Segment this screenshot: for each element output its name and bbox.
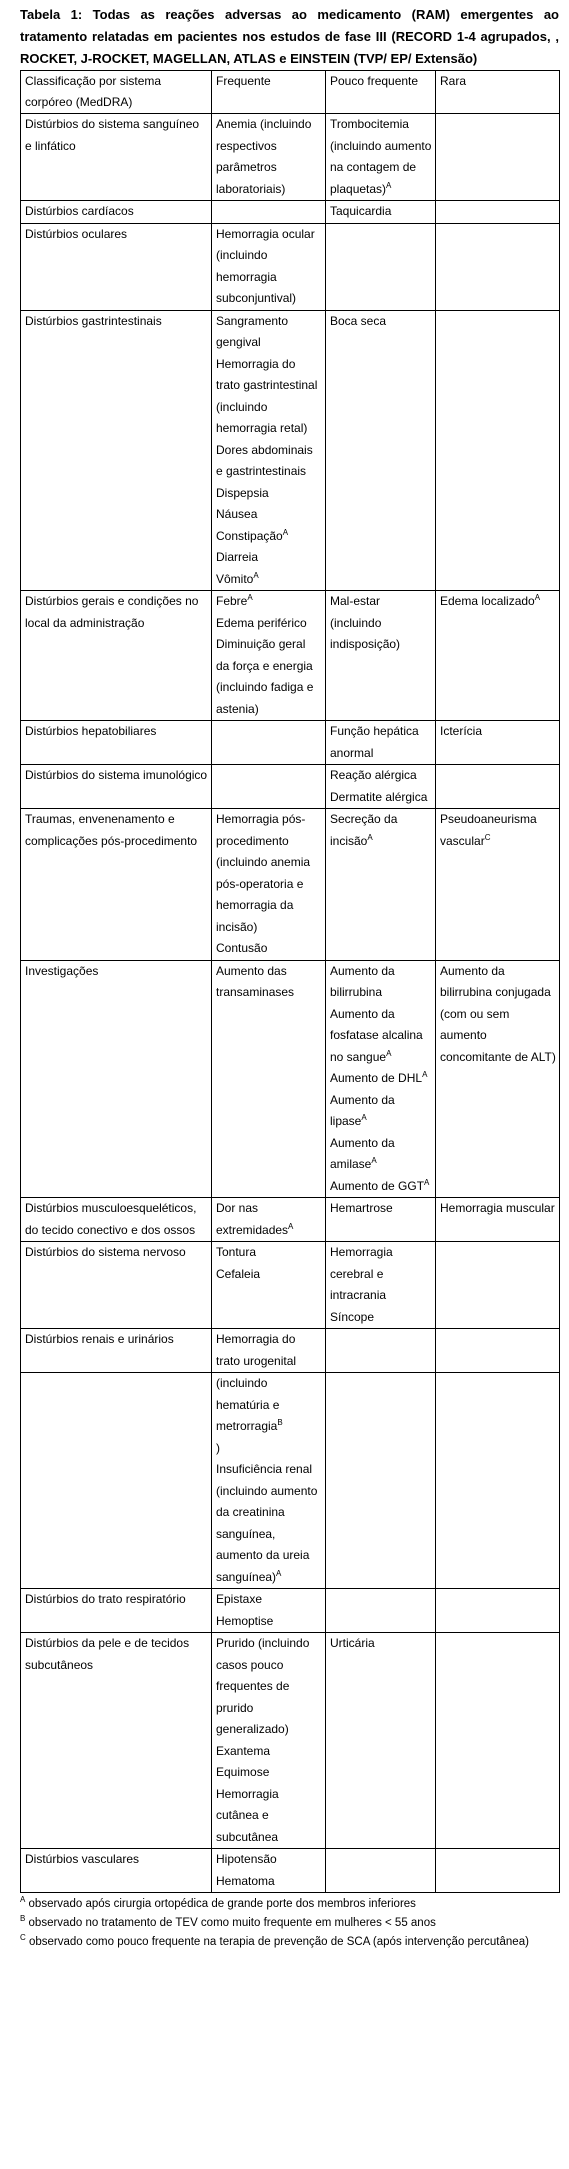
reaction-text: Anemia (incluindo respectivos parâmetros laboratoriais) — [216, 117, 312, 196]
footnote-mark: A — [20, 1895, 26, 1905]
reaction-item — [330, 961, 432, 1004]
table-row — [21, 1849, 560, 1893]
reaction-text: Hemorragia cerebral e intracrania — [330, 1245, 393, 1302]
footnote-mark: A — [361, 1113, 367, 1122]
reaction-item — [330, 1176, 432, 1198]
pouco-cell — [326, 809, 436, 961]
reaction-item — [440, 961, 556, 1069]
frequente-cell — [212, 201, 326, 224]
reaction-item — [216, 1242, 322, 1264]
pouco-cell — [326, 1242, 436, 1329]
reaction-item — [440, 1198, 556, 1220]
footnote-mark: A — [386, 180, 392, 190]
frequente-cell — [212, 1329, 326, 1373]
table-caption: Tabela 1: Todas as reações adversas ao medicamento (RAM) emergentes ao tratamento relatadas em pacientes nos estudos de fase III (RECORD 1-4 agrupados, , ROCKET, J-ROCKET, MAGELLAN, ATLAS e EINSTEIN (TVP/ EP/ Extensão) — [20, 7, 559, 66]
rara-cell — [436, 1242, 560, 1329]
frequente-cell — [212, 1242, 326, 1329]
system-cell: Distúrbios da pele e de tecidos subcutâneos — [21, 1633, 212, 1849]
rara-cell — [436, 1373, 560, 1589]
frequente-cell — [212, 1589, 326, 1633]
table-header-row — [21, 71, 560, 114]
reaction-text: Edema localizado — [440, 594, 535, 608]
reaction-item — [330, 1242, 432, 1307]
footnote-mark: B — [20, 1914, 26, 1924]
reaction-item — [216, 311, 322, 354]
reaction-text: Aumento da lipase — [330, 1092, 395, 1128]
reaction-text: Dermatite alérgica — [330, 789, 428, 804]
reaction-text: Hemorragia muscular — [440, 1201, 555, 1215]
table-row — [21, 201, 560, 224]
rara-cell — [436, 721, 560, 765]
footnote-mark: A — [367, 832, 373, 842]
reaction-item — [216, 1633, 322, 1741]
reaction-text: Edema periférico — [216, 615, 307, 630]
table-row — [21, 765, 560, 809]
reaction-text: Urticária — [330, 1636, 375, 1650]
reaction-item — [330, 1133, 432, 1176]
footnote-text: observado após cirurgia ortopédica de grande porte dos membros inferiores — [25, 1898, 416, 1910]
reaction-item — [216, 114, 322, 200]
table-row — [21, 1198, 560, 1242]
system-cell: Distúrbios gastrintestinais — [21, 310, 212, 591]
footnote-mark: A — [386, 1048, 392, 1058]
reaction-item — [216, 1198, 322, 1241]
pouco-cell — [326, 721, 436, 765]
reaction-item — [330, 311, 432, 333]
system-cell: Distúrbios cardíacos — [21, 201, 212, 224]
reaction-item — [330, 1090, 432, 1133]
footnote-mark: A — [253, 570, 259, 580]
footnote-mark: A — [371, 1156, 377, 1165]
reaction-text: Dor nas extremidades — [216, 1201, 289, 1237]
reaction-text: Hematoma — [216, 1873, 275, 1888]
pouco-cell — [326, 1198, 436, 1242]
reaction-item — [330, 787, 432, 809]
reaction-text: Hemartrose — [330, 1201, 393, 1215]
rara-cell — [436, 960, 560, 1198]
footnote-mark: C — [20, 1933, 26, 1943]
reaction-item — [330, 765, 432, 787]
reaction-item — [330, 1004, 432, 1069]
rara-cell — [436, 1329, 560, 1373]
footnote — [20, 1914, 559, 1933]
pouco-cell — [326, 1849, 436, 1893]
reaction-item — [330, 591, 432, 656]
reaction-item — [440, 809, 556, 852]
header-frequente: Frequente — [212, 71, 326, 114]
reaction-item — [216, 354, 322, 440]
reaction-item — [216, 504, 322, 526]
reaction-text: Dispepsia — [216, 485, 269, 500]
reaction-text: Secreção da incisão — [330, 812, 398, 848]
system-cell: Distúrbios do sistema sanguíneo e linfático — [21, 114, 212, 201]
reaction-item — [216, 938, 322, 960]
reaction-text: Diminuição geral da força e energia (incluindo fadiga e astenia) — [216, 637, 314, 716]
reaction-text: Pseudoaneurisma vascular — [440, 812, 537, 848]
footnote-mark: C — [484, 832, 491, 842]
adverse-reactions-table — [20, 70, 560, 1893]
reaction-text: Hemorragia ocular (incluindo hemorragia subconjuntival) — [216, 226, 315, 305]
reaction-item — [216, 1264, 322, 1286]
reaction-text: Aumento da amilase — [330, 1135, 395, 1171]
pouco-cell — [326, 1633, 436, 1849]
table-row — [21, 1242, 560, 1329]
reaction-text: Mal-estar (incluindo indisposição) — [330, 594, 401, 651]
reaction-text: Contusão — [216, 941, 268, 955]
reaction-item — [216, 1849, 322, 1871]
reaction-item — [216, 1871, 322, 1893]
header-pouco-frequente: Pouco frequente — [326, 71, 436, 114]
reaction-item — [216, 809, 322, 938]
system-cell: Distúrbios vasculares — [21, 1849, 212, 1893]
table-row — [21, 1373, 560, 1589]
footnote-mark: B — [277, 1418, 283, 1427]
reaction-text: Insuficiência renal (incluindo aumento da creatinina sanguínea, aumento da ureia sanguínea) — [216, 1462, 318, 1584]
reaction-item — [216, 526, 322, 548]
rara-cell — [436, 1589, 560, 1633]
reaction-item — [216, 1373, 322, 1438]
footnote — [20, 1933, 559, 1952]
pouco-cell — [326, 1329, 436, 1373]
reaction-text: Constipação — [216, 528, 283, 543]
footnote-text: observado como pouco frequente na terapia de prevenção de SCA (após intervenção percutânea) — [25, 1936, 529, 1948]
reaction-item — [216, 1762, 322, 1784]
reaction-item — [440, 721, 556, 743]
reaction-text: Equimose — [216, 1765, 270, 1779]
pouco-cell — [326, 1373, 436, 1589]
frequente-cell — [212, 591, 326, 721]
reaction-text: Náusea — [216, 507, 258, 521]
pouco-cell — [326, 1589, 436, 1633]
system-cell: Distúrbios musculoesqueléticos, do tecido conectivo e dos ossos — [21, 1198, 212, 1242]
reaction-text: Hemorragia do trato gastrintestinal (incluindo hemorragia retal) — [216, 356, 318, 435]
reaction-item — [330, 201, 432, 223]
reaction-text: Icterícia — [440, 724, 483, 738]
reaction-text: Trombocitemia (incluindo aumento na contagem de plaquetas) — [330, 117, 432, 196]
footnote — [20, 1895, 559, 1914]
reaction-text: Febre — [216, 594, 248, 608]
reaction-item — [216, 569, 322, 591]
footnote-mark: A — [422, 1070, 428, 1079]
table-row — [21, 591, 560, 721]
reaction-text: Hipotensão — [216, 1852, 277, 1866]
rara-cell — [436, 1198, 560, 1242]
reaction-text: Hemorragia do trato urogenital — [216, 1332, 297, 1368]
reaction-item — [216, 1438, 322, 1460]
pouco-cell — [326, 201, 436, 224]
reaction-item — [216, 547, 322, 569]
system-cell: Distúrbios renais e urinários — [21, 1329, 212, 1373]
system-cell: Distúrbios do sistema nervoso — [21, 1242, 212, 1329]
frequente-cell — [212, 310, 326, 591]
reaction-item — [216, 961, 322, 1004]
reaction-item — [330, 1068, 432, 1090]
rara-cell — [436, 1633, 560, 1849]
reaction-item — [216, 634, 322, 720]
reaction-item — [216, 591, 322, 613]
reaction-text: Aumento da bilirrubina conjugada (com ou sem aumento concomitante de ALT) — [440, 963, 556, 1064]
reaction-item — [216, 1611, 322, 1633]
footnote-mark: A — [424, 1177, 430, 1187]
reaction-text: Aumento das transaminases — [216, 963, 295, 999]
reaction-text: (incluindo hematúria e metrorragia — [216, 1376, 280, 1433]
reaction-text: Epistaxe — [216, 1592, 263, 1606]
rara-cell — [436, 1849, 560, 1893]
frequente-cell — [212, 114, 326, 201]
table-row — [21, 1633, 560, 1849]
reaction-item — [216, 613, 322, 635]
reaction-item — [216, 1741, 322, 1763]
table-row — [21, 310, 560, 591]
reaction-item — [216, 440, 322, 483]
reaction-text: Diarreia — [216, 550, 259, 564]
pouco-cell — [326, 310, 436, 591]
reaction-item — [216, 1329, 322, 1372]
reaction-item — [440, 591, 556, 613]
system-cell: Distúrbios oculares — [21, 223, 212, 310]
reaction-text: Hemoptise — [216, 1613, 274, 1628]
table-row — [21, 809, 560, 961]
reaction-text: Síncope — [330, 1309, 375, 1324]
pouco-cell — [326, 960, 436, 1198]
frequente-cell — [212, 1849, 326, 1893]
frequente-cell — [212, 960, 326, 1198]
reaction-item — [330, 114, 432, 200]
frequente-cell — [212, 721, 326, 765]
table-row — [21, 223, 560, 310]
reaction-item — [216, 1784, 322, 1849]
reaction-item — [330, 1307, 432, 1329]
frequente-cell — [212, 765, 326, 809]
footnote-mark: A — [288, 1221, 294, 1231]
header-system: Classificação por sistema corpóreo (MedDRA) — [21, 71, 212, 114]
system-cell — [21, 1373, 212, 1589]
pouco-cell — [326, 591, 436, 721]
reaction-item — [330, 809, 432, 852]
reaction-text: Tontura — [216, 1245, 257, 1259]
system-cell: Distúrbios hepatobiliares — [21, 721, 212, 765]
frequente-cell — [212, 1373, 326, 1589]
footnote-mark: A — [247, 593, 253, 602]
reaction-text: Aumento de GGT — [330, 1178, 425, 1193]
table-row — [21, 721, 560, 765]
reaction-text: Boca seca — [330, 313, 387, 328]
frequente-cell — [212, 223, 326, 310]
reaction-text: Aumento da fosfatase alcalina no sangue — [330, 1006, 423, 1064]
reaction-text: Vômito — [216, 571, 254, 586]
frequente-cell — [212, 809, 326, 961]
rara-cell — [436, 765, 560, 809]
reaction-text: Cefaleia — [216, 1266, 261, 1281]
rara-cell — [436, 591, 560, 721]
reaction-text: Hemorragia cutânea e subcutânea — [216, 1786, 279, 1844]
frequente-cell — [212, 1198, 326, 1242]
reaction-item — [216, 1459, 322, 1588]
reaction-text: Hemorragia pós-procedimento (incluindo anemia pós-operatoria e hemorragia da incisão) — [216, 812, 311, 934]
pouco-cell — [326, 223, 436, 310]
rara-cell — [436, 310, 560, 591]
system-cell: Distúrbios do sistema imunológico — [21, 765, 212, 809]
reaction-text: Aumento da bilirrubina — [330, 963, 395, 999]
rara-cell — [436, 223, 560, 310]
reaction-text: Sangramento gengival — [216, 313, 289, 349]
reaction-item — [216, 1589, 322, 1611]
footnotes — [20, 1895, 559, 1952]
reaction-text: Aumento de DHL — [330, 1071, 423, 1085]
reaction-item — [330, 1198, 432, 1220]
reaction-text: Função hepática anormal — [330, 724, 419, 760]
reaction-text: Exantema — [216, 1743, 271, 1758]
reaction-item — [330, 1633, 432, 1655]
footnote-text: observado no tratamento de TEV como muito frequente em mulheres < 55 anos — [25, 1917, 436, 1929]
pouco-cell — [326, 765, 436, 809]
reaction-text: Dores abdominais e gastrintestinais — [216, 442, 313, 478]
system-cell: Distúrbios do trato respiratório — [21, 1589, 212, 1633]
reaction-text: Reação alérgica — [330, 768, 417, 782]
header-rara: Rara — [436, 71, 560, 114]
table-row — [21, 1589, 560, 1633]
reaction-text: Prurido (incluindo casos pouco frequentes de prurido generalizado) — [216, 1636, 310, 1736]
table-row — [21, 114, 560, 201]
footnote-mark: A — [282, 527, 289, 537]
rara-cell — [436, 201, 560, 224]
system-cell: Distúrbios gerais e condições no local da administração — [21, 591, 212, 721]
reaction-text: ) — [216, 1440, 220, 1455]
frequente-cell — [212, 1633, 326, 1849]
pouco-cell — [326, 114, 436, 201]
system-cell: Investigações — [21, 960, 212, 1198]
footnote-mark: A — [534, 593, 541, 602]
table-row — [21, 960, 560, 1198]
footnote-mark: A — [276, 1568, 282, 1578]
rara-cell — [436, 809, 560, 961]
reaction-text: Taquicardia — [330, 204, 392, 218]
system-cell: Traumas, envenenamento e complicações pós-procedimento — [21, 809, 212, 961]
table-row — [21, 1329, 560, 1373]
reaction-item — [330, 721, 432, 764]
reaction-item — [216, 224, 322, 310]
rara-cell — [436, 114, 560, 201]
reaction-item — [216, 483, 322, 505]
